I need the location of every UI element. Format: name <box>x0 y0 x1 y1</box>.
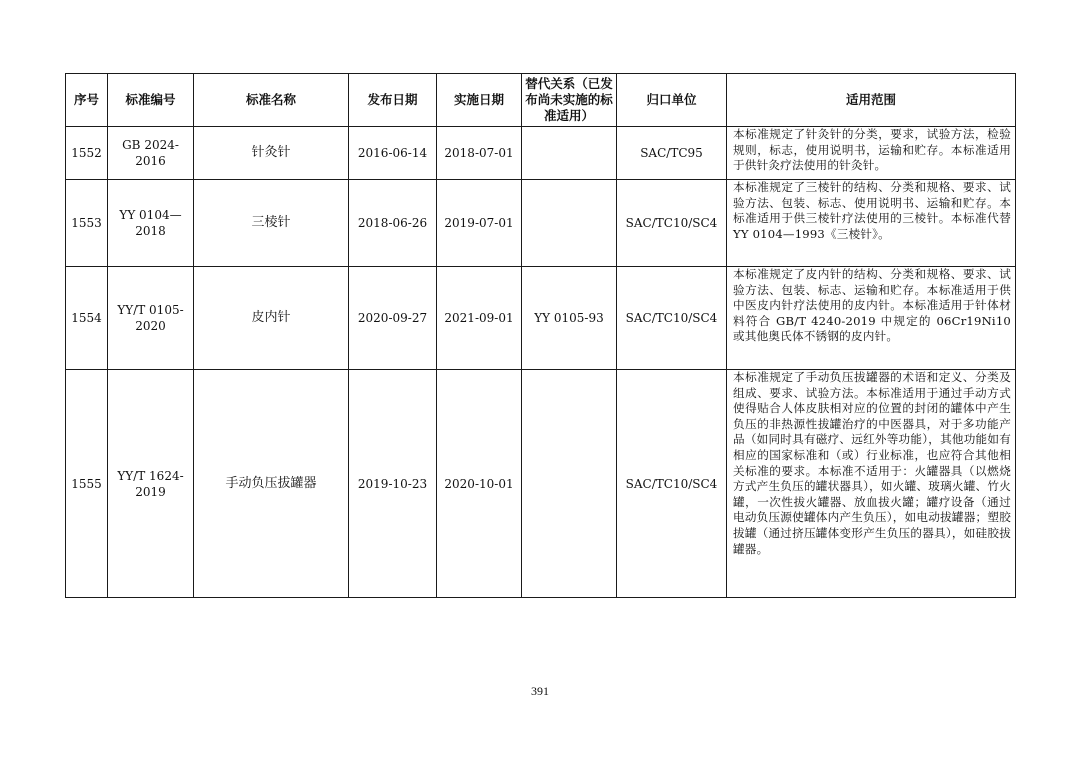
cell-seq: 1555 <box>66 370 108 598</box>
cell-effective-date: 2018-07-01 <box>437 127 522 180</box>
cell-replacement: YY 0105-93 <box>522 267 617 370</box>
table-row <box>66 370 1016 598</box>
cell-name: 三棱针 <box>194 180 349 267</box>
cell-authority: SAC/TC10/SC4 <box>617 180 727 267</box>
cell-code: YY 0104—2018 <box>108 180 194 267</box>
cell-effective-date: 2020-10-01 <box>437 370 522 598</box>
cell-scope: 本标准规定了手动负压拔罐器的术语和定义、分类及组成、要求、试验方法。本标准适用于通过手动方式使得贴合人体皮肤相对应的位置的封闭的罐体中产生负压的非热源性拔罐治疗的中医器具，对于多功能产品（如同时具有磁疗、远红外等功能），其他功能如有相应的国家标准和（或）行业标准，也应符合其他相关标准的要求。本标准不适用于：火罐器具（以燃烧方式产生负压的罐状器具），如火罐、玻璃火罐、竹火罐，一次性拔火罐器、放血拔火罐；罐疗设备（通过电动负压源使罐体内产生负压），如电动拔罐器；塑胶拔罐（通过挤压罐体变形产生负压的器具），如硅胶拔罐器。 <box>727 370 1016 598</box>
cell-publish-date: 2019-10-23 <box>349 370 437 598</box>
cell-seq: 1554 <box>66 267 108 370</box>
header-name: 标准名称 <box>194 74 349 127</box>
table-header-row <box>66 74 1016 127</box>
header-authority: 归口单位 <box>617 74 727 127</box>
cell-scope: 本标准规定了三棱针的结构、分类和规格、要求、试验方法、包装、标志、使用说明书、运输和贮存。本标准适用于供三棱针疗法使用的三棱针。本标准代替 YY 0104—1993《三棱针》。 <box>727 180 1016 267</box>
header-replacement: 替代关系（已发布尚未实施的标准适用） <box>522 74 617 127</box>
header-scope: 适用范围 <box>727 74 1016 127</box>
cell-replacement <box>522 180 617 267</box>
cell-publish-date: 2018-06-26 <box>349 180 437 267</box>
cell-scope: 本标准规定了针灸针的分类，要求，试验方法，检验规则，标志，使用说明书，运输和贮存。本标准适用于供针灸疗法使用的针灸针。 <box>727 127 1016 180</box>
cell-effective-date: 2021-09-01 <box>437 267 522 370</box>
cell-authority: SAC/TC10/SC4 <box>617 370 727 598</box>
cell-scope: 本标准规定了皮内针的结构、分类和规格、要求、试验方法、包装、标志、运输和贮存。本标准适用于供中医皮内针疗法使用的皮内针。本标准适用于针体材料符合 GB/T 4240-2019 中规定的 06Cr19Ni10 或其他奥氏体不锈钢的皮内针。 <box>727 267 1016 370</box>
cell-name: 针灸针 <box>194 127 349 180</box>
cell-name: 皮内针 <box>194 267 349 370</box>
cell-publish-date: 2020-09-27 <box>349 267 437 370</box>
cell-authority: SAC/TC95 <box>617 127 727 180</box>
table-row <box>66 180 1016 267</box>
standards-table <box>65 73 1016 598</box>
cell-seq: 1552 <box>66 127 108 180</box>
page-number: 391 <box>531 684 549 698</box>
cell-name: 手动负压拔罐器 <box>194 370 349 598</box>
cell-effective-date: 2019-07-01 <box>437 180 522 267</box>
cell-publish-date: 2016-06-14 <box>349 127 437 180</box>
header-publish-date: 发布日期 <box>349 74 437 127</box>
cell-authority: SAC/TC10/SC4 <box>617 267 727 370</box>
table-row <box>66 267 1016 370</box>
header-effective-date: 实施日期 <box>437 74 522 127</box>
cell-seq: 1553 <box>66 180 108 267</box>
cell-code: GB 2024-2016 <box>108 127 194 180</box>
header-code: 标准编号 <box>108 74 194 127</box>
cell-replacement <box>522 127 617 180</box>
header-seq: 序号 <box>66 74 108 127</box>
cell-replacement <box>522 370 617 598</box>
cell-code: YY/T 1624-2019 <box>108 370 194 598</box>
table-row <box>66 127 1016 180</box>
cell-code: YY/T 0105-2020 <box>108 267 194 370</box>
